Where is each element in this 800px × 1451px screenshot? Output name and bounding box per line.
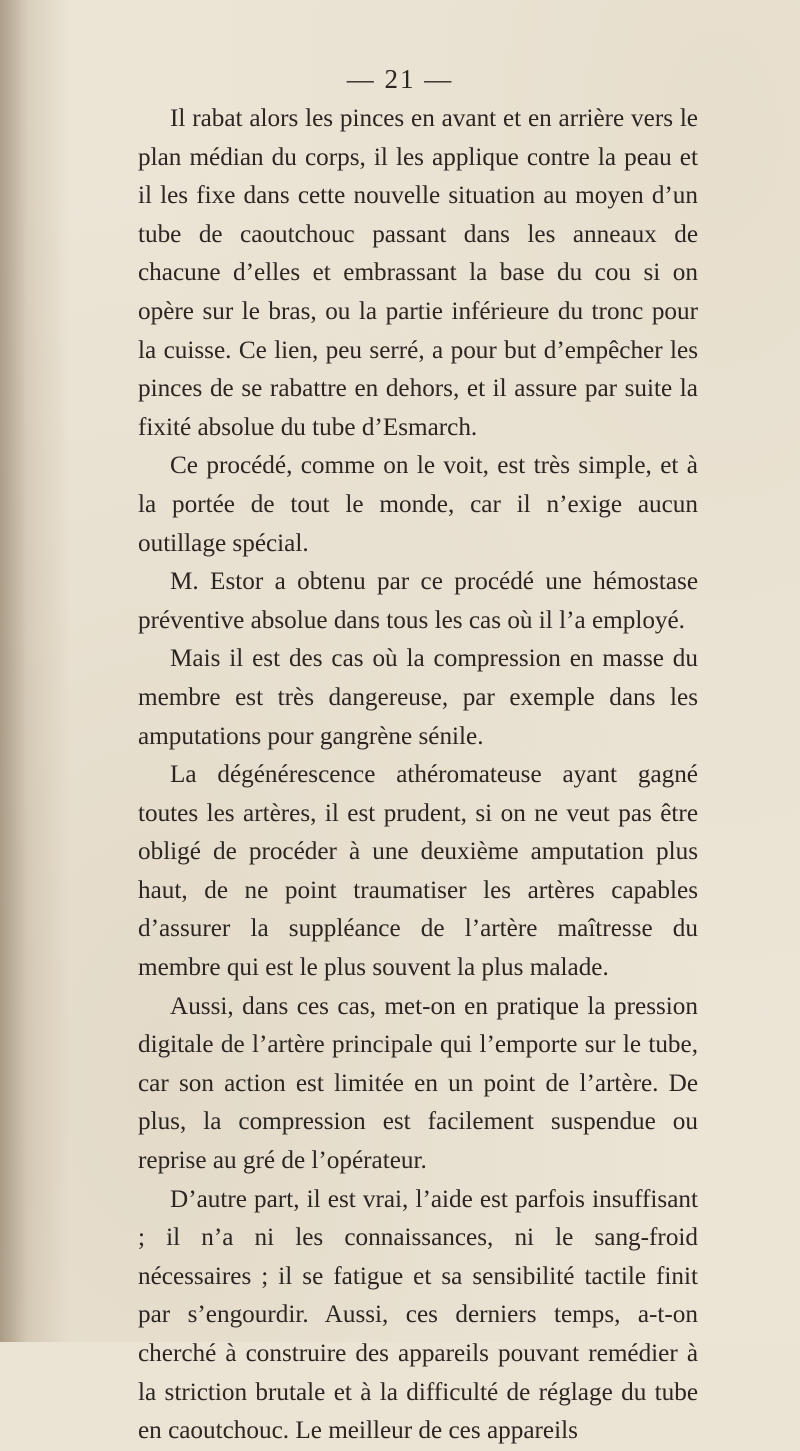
paragraph-4: Mais il est des cas où la compression en masse du membre est très dangereuse, par exemple dans les amputations pour gangrène sénile. bbox=[138, 645, 698, 750]
page-number-header: — 21 — bbox=[346, 64, 454, 94]
paragraph-6: Aussi, dans ces cas, met-on en pratique la pression digitale de l’artère principale qui l’emporte sur le tube, car son action est limitée en un point de l’artère. De plus, la compression est facilement suspendue ou reprise au gré de l’opérateur. bbox=[138, 992, 698, 1175]
paragraph-1: Il rabat alors les pinces en avant et en arrière vers le plan médian du corps, il les applique contre la peau et il les fixe dans cette nouvelle situation au moyen d’un tube de caoutchouc passant dans les anneaux de chacune d’elles et embrassant la base du cou si on opère sur le bras, ou la partie inférieure du tronc pour la cuisse. Ce lien, peu serré, a pour but d’empêcher les pinces de se rabattre en dehors, et il assure par suite la fixité absolue du tube d’Esmarch. bbox=[138, 105, 698, 441]
page-binding-shadow bbox=[0, 0, 70, 1342]
body-text bbox=[138, 100, 698, 1451]
paragraph-7: D’autre part, il est vrai, l’aide est parfois insuffisant ; il n’a ni les connaissances, ni le sang-froid nécessaires ; il se fatigue et sa sensibilité tactile finit par s’engourdir. Aussi, ces derniers temps, a-t-on cherché à construire des appareils pouvant remédier à la striction brutale et à la difficulté de réglage du tube en caoutchouc. Le meilleur de ces appareils bbox=[138, 1185, 698, 1445]
paragraph-2: Ce procédé, comme on le voit, est très simple, et à la portée de tout le monde, car il n’exige aucun outillage spécial. bbox=[138, 452, 698, 557]
paragraph-5: La dégénérescence athéromateuse ayant gagné toutes les artères, il est prudent, si on ne veut pas être obligé de procéder à une deuxième amputation plus haut, de ne point traumatiser les artères capables d’assurer la suppléance de l’artère maîtresse du membre qui est le plus souvent la plus malade. bbox=[138, 761, 698, 982]
paragraph-3: M. Estor a obtenu par ce procédé une hémostase préventive absolue dans tous les cas où il l’a employé. bbox=[138, 568, 698, 634]
